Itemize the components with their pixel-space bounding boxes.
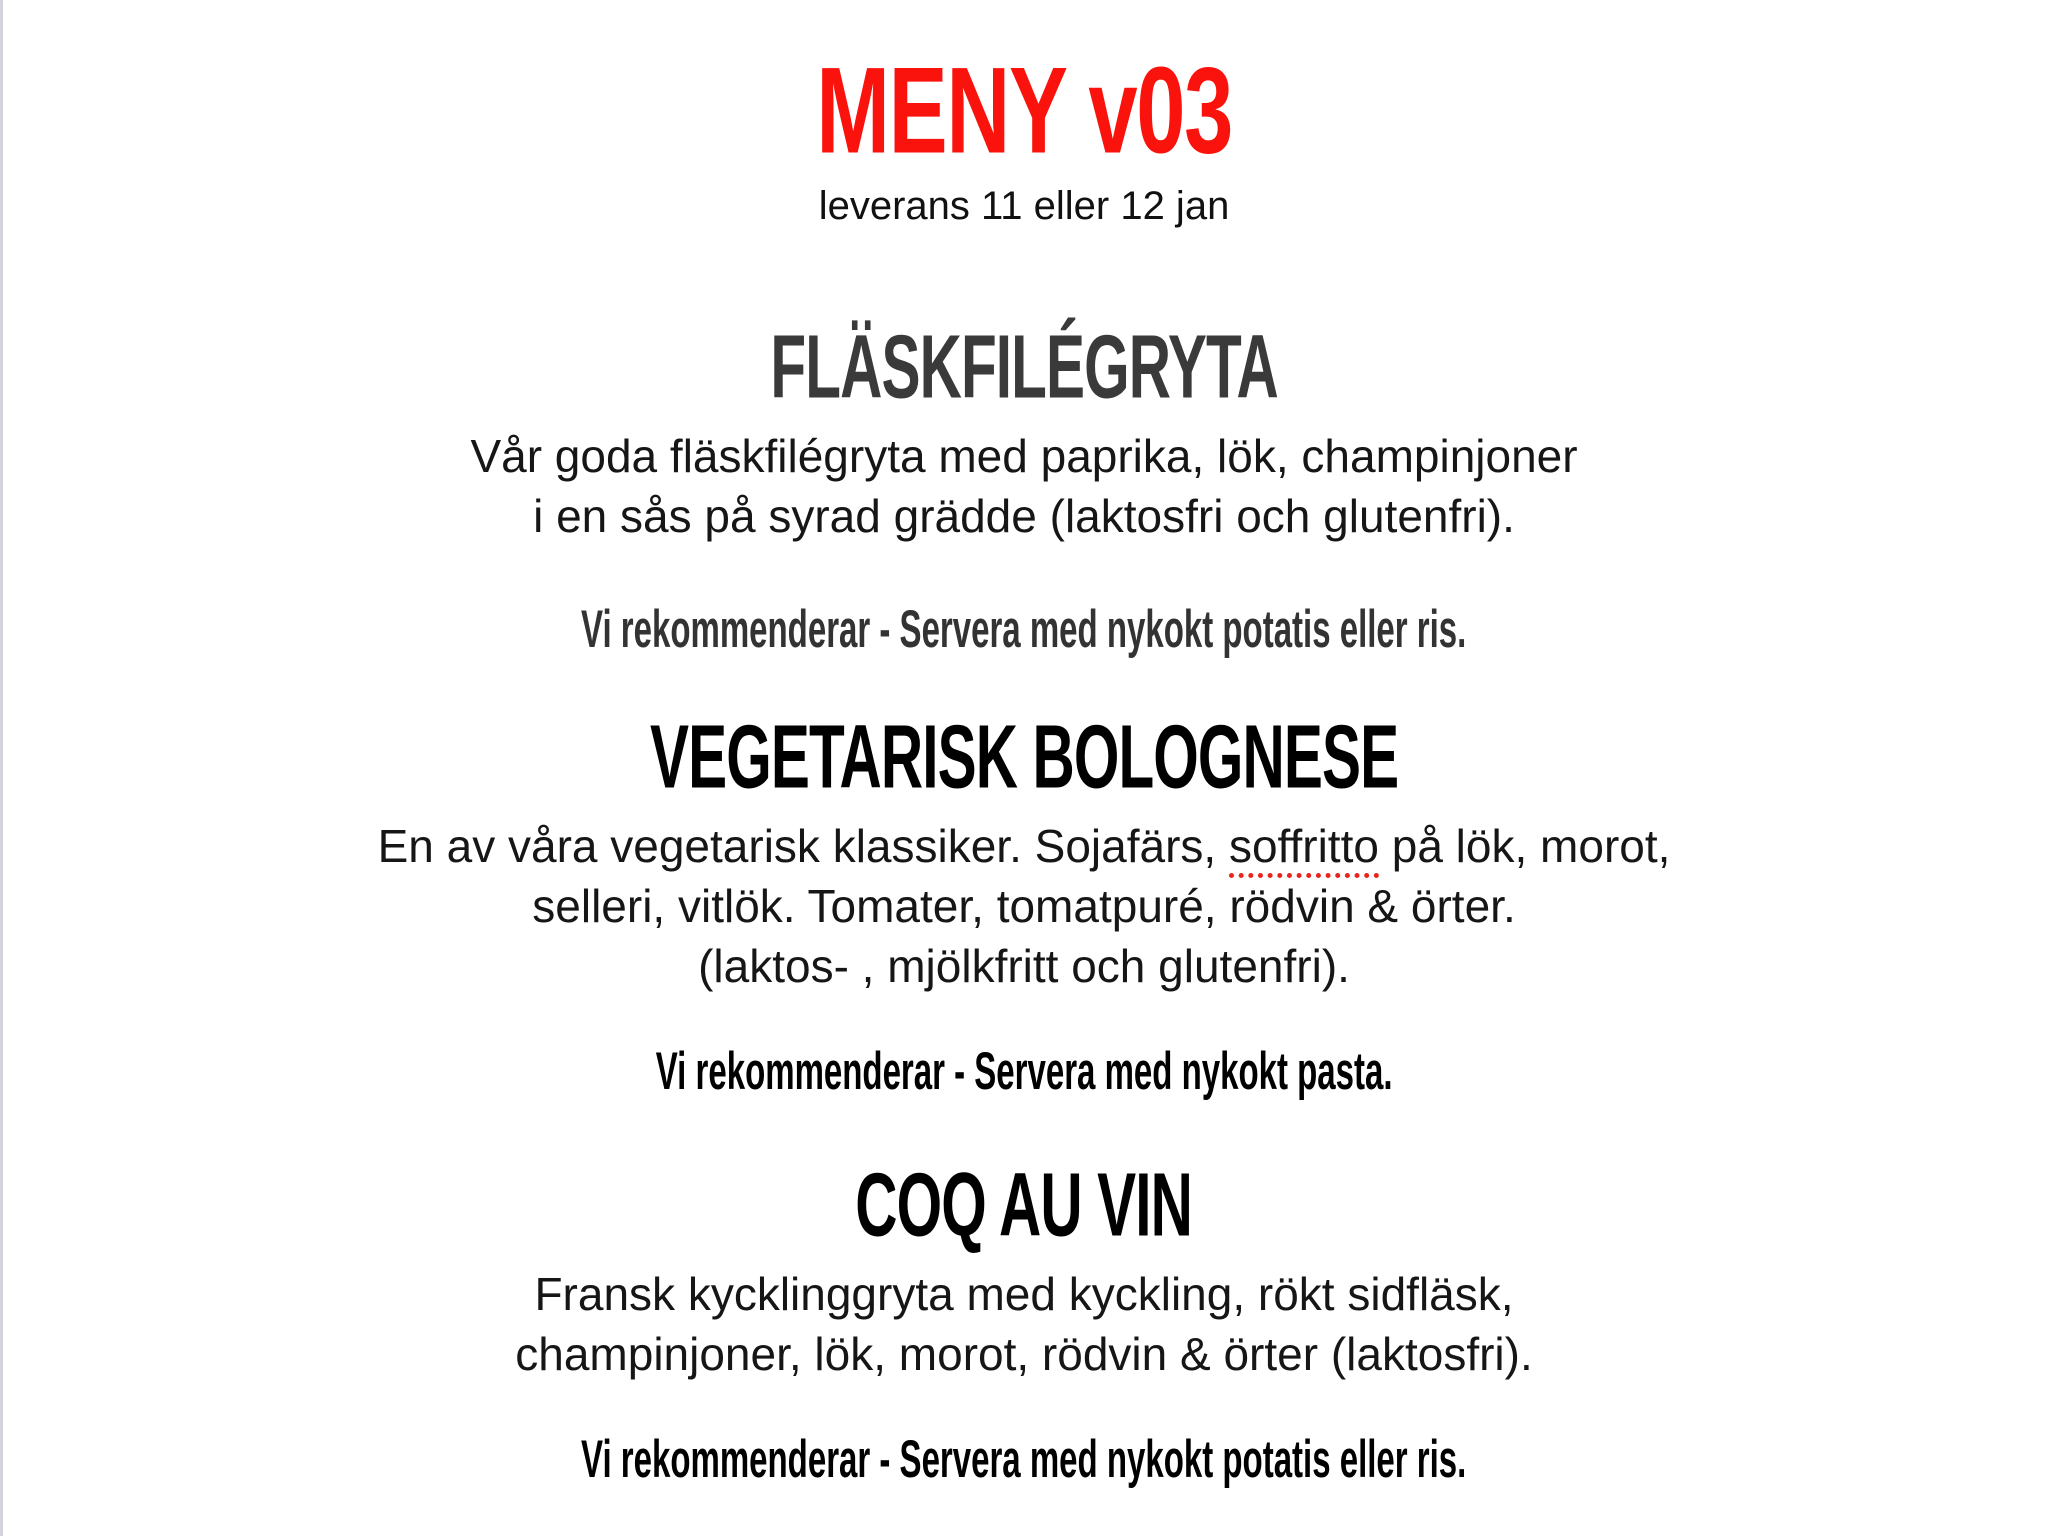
screen-left-edge-line xyxy=(0,0,3,1536)
dish-title-text: COQ AU VIN xyxy=(855,1154,1193,1256)
dish-recommendation xyxy=(0,599,2048,659)
dish-title-text: FLÄSKFILÉGRYTA xyxy=(770,316,1278,418)
description-line: Fransk kycklinggryta med kyckling, rökt sidfläsk, xyxy=(534,1268,1514,1320)
description-segment: på lök, morot, xyxy=(1378,820,1671,872)
dish-description xyxy=(0,816,2048,996)
dish-title-text: VEGETARISK BOLOGNESE xyxy=(649,706,1399,808)
dish-description xyxy=(0,426,2048,546)
dish-recommendation xyxy=(0,1429,2048,1489)
description-line: selleri, vitlök. Tomater, tomatpuré, rödvin & örter. xyxy=(532,880,1516,932)
menu-title xyxy=(0,42,2048,180)
delivery-note: leverans 11 eller 12 jan xyxy=(818,184,1230,228)
description-line xyxy=(378,820,1671,878)
description-line: Vår goda fläskfilégryta med paprika, lök, champinjoner xyxy=(470,430,1578,482)
dish-title xyxy=(0,706,2048,808)
dish-title xyxy=(0,316,2048,418)
menu-title-text: MENY v03 xyxy=(816,42,1232,180)
dish-recommendation-text: Vi rekommenderar - Servera med nykokt potatis eller ris. xyxy=(581,599,1467,659)
misspelled-word-spellcheck-underline: soffritto xyxy=(1229,820,1379,878)
description-segment: En av våra vegetarisk klassiker. Sojafärs, xyxy=(377,820,1229,872)
dish-section-flaskfilegryta xyxy=(0,316,2048,659)
description-line: (laktos- , mjölkfritt och glutenfri). xyxy=(698,940,1350,992)
dish-section-coq-au-vin xyxy=(0,1154,2048,1489)
dish-description xyxy=(0,1264,2048,1384)
dish-recommendation xyxy=(0,1041,2048,1101)
dish-recommendation-text: Vi rekommenderar - Servera med nykokt potatis eller ris. xyxy=(581,1429,1467,1489)
description-line: i en sås på syrad grädde (laktosfri och glutenfri). xyxy=(533,490,1515,542)
dish-section-vegetarisk-bolognese xyxy=(0,706,2048,1101)
description-line: champinjoner, lök, morot, rödvin & örter (laktosfri). xyxy=(515,1328,1533,1380)
dish-title xyxy=(0,1154,2048,1256)
menu-header xyxy=(0,42,2048,229)
dish-recommendation-text: Vi rekommenderar - Servera med nykokt pasta. xyxy=(655,1041,1393,1101)
